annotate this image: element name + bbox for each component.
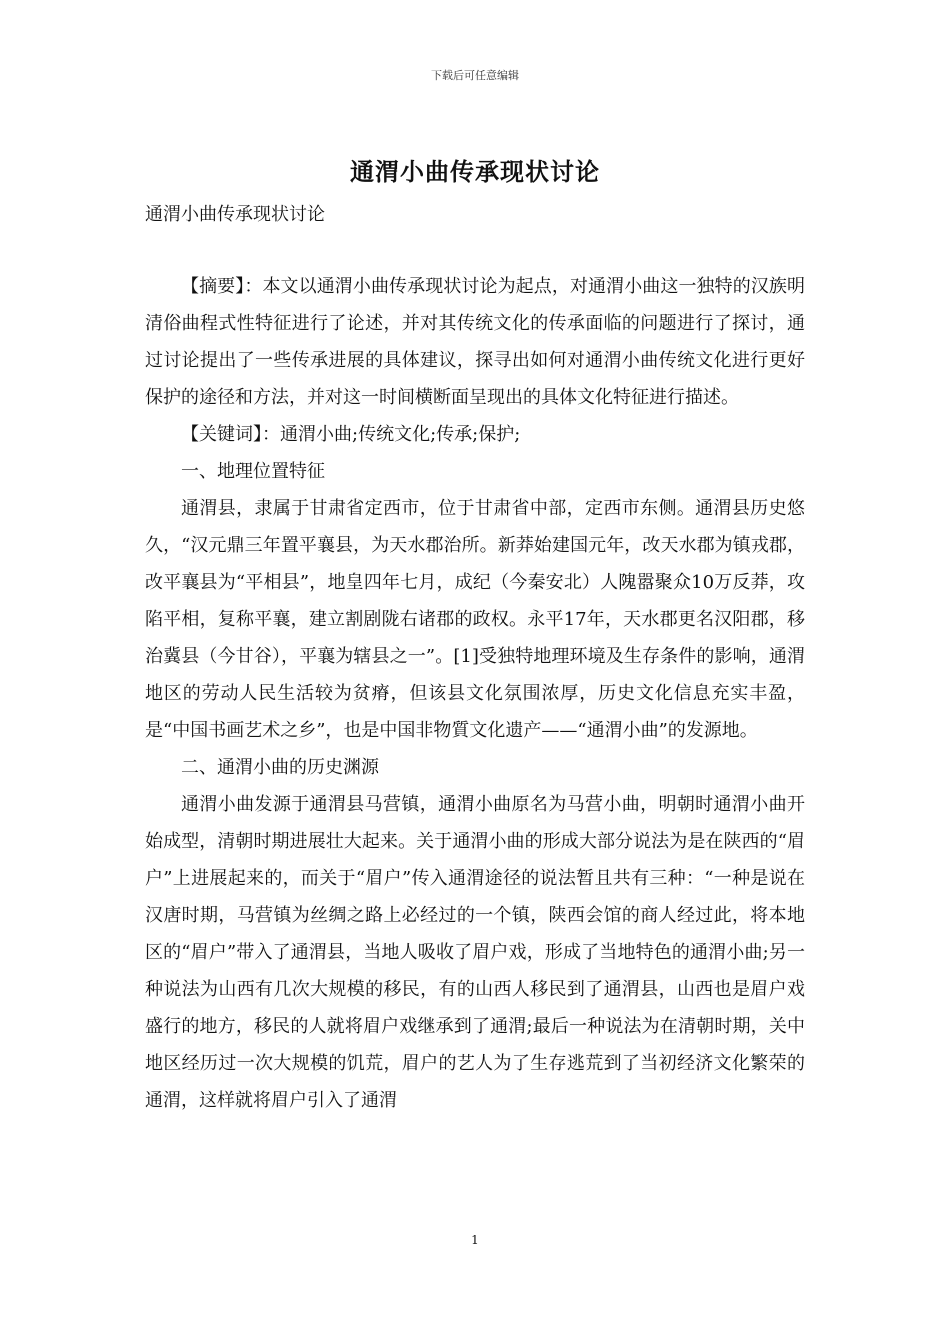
- abstract-paragraph: 【摘要】：本文以通渭小曲传承现状讨论为起点，对通渭小曲这一独特的汉族明清俗曲程式性特征进行了论述，并对其传统文化的传承面临的问题进行了探讨，通过讨论提出了一些传承进展的具体建议，探寻出如何对通渭小曲传统文化进行更好保护的途径和方法，并对这一时间横断面呈现出的具体文化特征进行描述。: [145, 276, 805, 408]
- geography-paragraph: 通渭县，隶属于甘肃省定西市，位于甘肃省中部，定西市东侧。通渭县历史悠久，“汉元鼎三年置平襄县，为天水郡治所。新莽始建国元年，改天水郡为镇戎郡，改平襄县为“平相县”，地皇四年七月，成纪（今秦安北）人隗嚣聚众10万反莽，攻陷平相，复称平襄，建立割剧陇右诸郡的政权。永平17年，天水郡更名汉阳郡，移治冀县（今甘谷），平襄为辖县之一”。[1]受独特地理环境及生存条件的影响，通渭地区的劳动人民生活较为贫瘠，但该县文化氛围浓厚，历史文化信息充实丰盈，是“中国书画艺术之乡”，也是中国非物質文化遗产——“通渭小曲”的发源地。: [145, 498, 805, 741]
- keywords-paragraph: 【关键词】：通渭小曲;传统文化;传承;保护;: [181, 424, 521, 445]
- document-subtitle: 通渭小曲传承现状讨论: [145, 204, 325, 225]
- history-paragraph: 通渭小曲发源于通渭县马营镇，通渭小曲原名为马营小曲，明朝时通渭小曲开始成型，清朝时期进展壮大起来。关于通渭小曲的形成大部分说法为是在陕西的“眉户”上进展起来的，而关于“眉户”传入通渭途径的说法暂且共有三种：“一种是说在汉唐时期，马营镇为丝绸之路上必经过的一个镇，陕西会馆的商人经过此，将本地区的“眉户”带入了通渭县，当地人吸收了眉户戏，形成了当地特色的通渭小曲;另一种说法为山西有几次大规模的移民，有的山西人移民到了通渭县，山西也是眉户戏盛行的地方，移民的人就将眉户戏继承到了通渭;最后一种说法为在清朝时期，关中地区经历过一次大规模的饥荒，眉户的艺人为了生存逃荒到了当初经济文化繁荣的通渭，这样就将眉户引入了通渭: [145, 794, 805, 1111]
- document-body: [145, 268, 805, 1119]
- section-heading-history: 二、通渭小曲的历史渊源: [181, 757, 379, 778]
- document-title: 通渭小曲传承现状讨论: [350, 157, 600, 186]
- page-number: 1: [471, 1233, 479, 1247]
- page-header-note: 下载后可任意编辑: [431, 69, 519, 82]
- section-heading-geography: 一、地理位置特征: [181, 461, 325, 482]
